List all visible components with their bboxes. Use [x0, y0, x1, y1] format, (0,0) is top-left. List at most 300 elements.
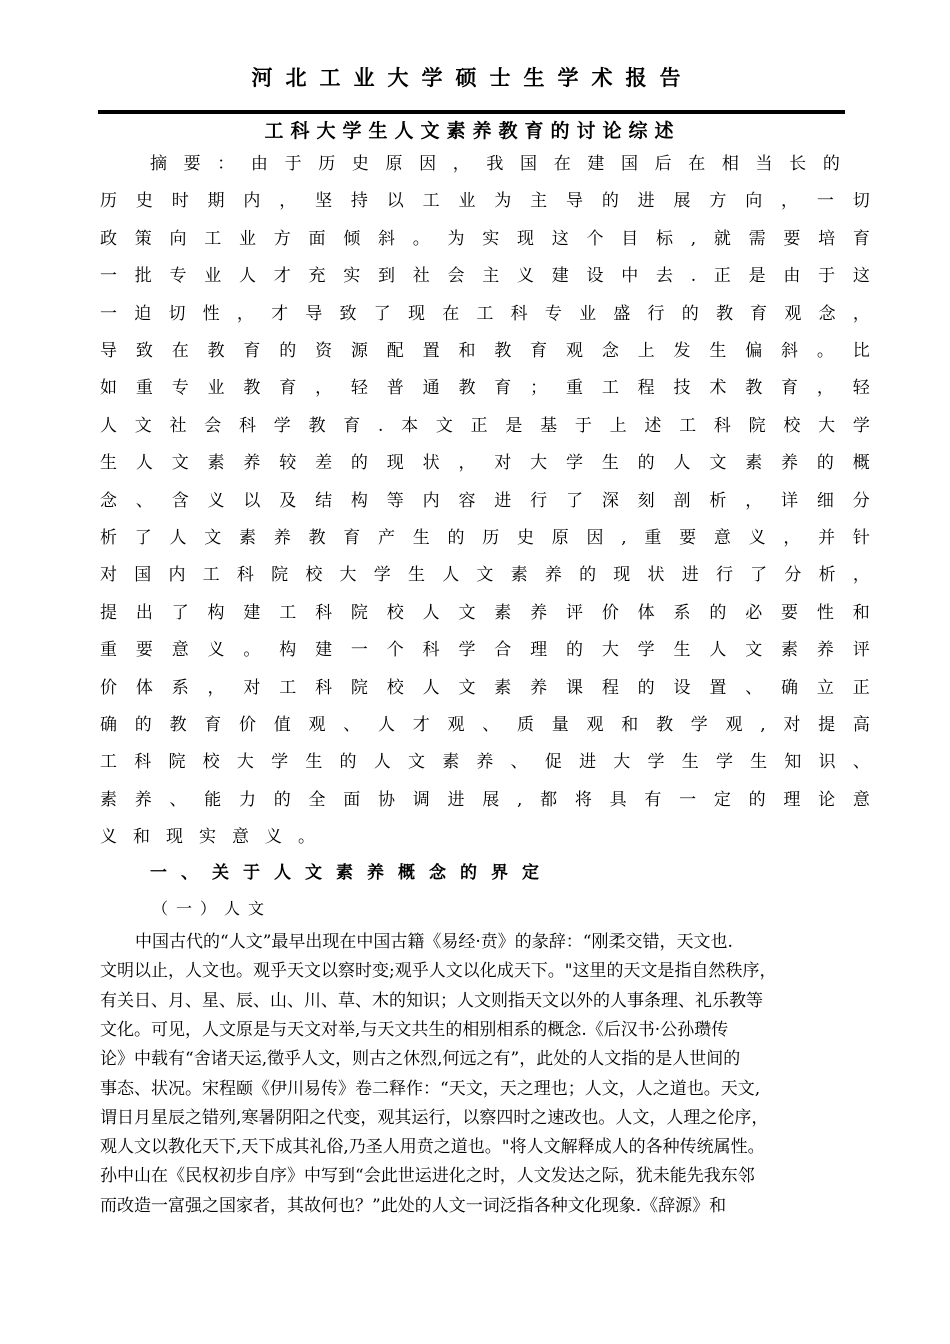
abstract-char: 的 [350, 453, 368, 474]
abstract-char: 进 [681, 565, 699, 586]
abstract-char: ， [452, 154, 470, 174]
abstract-char: 会 [447, 266, 465, 287]
abstract-char: 育 [750, 303, 768, 324]
abstract-char: 评 [852, 640, 870, 661]
abstract-char: 生 [750, 752, 768, 773]
subsection-heading: （一）人文 [152, 899, 273, 918]
abstract-char: 人 [673, 453, 691, 474]
abstract-char: 面 [343, 789, 361, 810]
abstract-char: 育 [781, 378, 799, 399]
abstract-line [100, 523, 870, 553]
abstract-char: 育 [243, 341, 261, 361]
abstract-char: 现 [407, 303, 425, 324]
abstract-char: 素 [494, 602, 512, 623]
abstract-char: 导 [100, 341, 117, 361]
abstract-char: 。 [412, 228, 430, 249]
abstract-char: 了 [750, 565, 768, 586]
abstract-char: 教 [308, 415, 326, 436]
abstract-char: 斜 [378, 228, 395, 249]
abstract-char: ： [217, 154, 235, 174]
abstract-char: 专 [171, 378, 189, 399]
abstract-char: 素 [494, 677, 512, 698]
abstract-char: . [378, 415, 384, 436]
abstract-char: 的 [565, 640, 583, 661]
abstract-char: 针 [852, 528, 870, 548]
abstract-char: 体 [135, 677, 153, 698]
abstract-char: ， [279, 191, 297, 212]
abstract-line [100, 710, 870, 740]
abstract-char: ， [783, 528, 801, 548]
abstract-line [100, 448, 870, 478]
abstract-char: 素 [207, 453, 225, 474]
abstract-char: 价 [100, 677, 117, 698]
body-line: 文明以止，人文也。观乎天文以察时变;观乎人文以化成天下。"这里的天文是指自然秩序， [100, 961, 777, 982]
abstract-char: 进 [494, 490, 512, 511]
abstract-char: 的 [637, 453, 655, 474]
abstract-char: 观 [565, 341, 583, 361]
abstract-char: 义 [100, 827, 117, 848]
abstract-char: ， [781, 191, 799, 212]
abstract-char: 大 [530, 453, 548, 474]
abstract-char: 念 [100, 490, 117, 511]
abstract-char: 生 [681, 752, 699, 773]
abstract-char: 观 [784, 303, 802, 324]
abstract-char: 当 [755, 154, 773, 174]
abstract-char: 等 [386, 490, 404, 511]
abstract-char: ， [852, 303, 870, 324]
abstract-char: 重 [565, 378, 583, 399]
abstract-char: 一 [350, 640, 368, 661]
abstract-char: 育 [343, 415, 361, 436]
abstract-char: 养 [781, 453, 799, 474]
body-line: 文化。可见，人文原是与天文对举,与天文共生的相别相系的概念.《后汉书·公孙瓒传 [100, 1019, 729, 1040]
abstract-char: 的 [816, 453, 834, 474]
abstract-char: 的 [134, 715, 152, 735]
abstract-char: 学 [647, 752, 665, 773]
abstract-char: 持 [350, 191, 368, 212]
abstract-char: 倾 [343, 228, 361, 249]
abstract-char: 斜 [781, 341, 799, 361]
abstract-char: 人 [169, 528, 187, 548]
abstract-char: 校 [202, 752, 220, 773]
abstract-char: 生 [601, 453, 619, 474]
abstract-char: 观 [725, 715, 743, 735]
abstract-char: 去 [656, 266, 673, 287]
abstract-char: 学 [715, 752, 733, 773]
abstract-char: 上 [637, 341, 655, 361]
abstract-char: 是 [505, 415, 523, 436]
abstract-char: 结 [315, 490, 333, 511]
abstract-char: 致 [135, 341, 153, 361]
abstract-char: 人 [373, 752, 391, 773]
abstract-char: 立 [816, 677, 834, 698]
abstract-char: 方 [709, 191, 727, 212]
abstract-char: 方 [273, 228, 291, 249]
abstract-char: 发 [673, 341, 691, 361]
abstract-char: 人 [100, 415, 117, 436]
abstract-char: 院 [748, 415, 766, 436]
abstract-char: 工 [204, 228, 222, 249]
abstract-char: 将 [574, 789, 592, 810]
abstract-char: 学 [271, 752, 289, 773]
abstract-char: 概 [852, 453, 870, 474]
abstract-line [100, 336, 870, 366]
abstract-char: 由 [250, 154, 268, 174]
abstract-char: 促 [544, 752, 562, 773]
abstract-char: 如 [100, 378, 117, 399]
abstract-char: 养 [273, 528, 291, 548]
abstract-char: 育 [204, 715, 222, 735]
abstract-char: 策 [134, 228, 152, 249]
abstract-char: 原 [551, 528, 569, 548]
abstract-char: 比 [852, 341, 870, 361]
abstract-char: 科 [510, 303, 528, 324]
abstract-char: 并 [818, 528, 836, 548]
abstract-char: 个 [386, 640, 404, 661]
abstract-char: 程 [601, 677, 619, 698]
abstract-char: 重 [135, 378, 153, 399]
abstract-char: 轻 [852, 378, 870, 399]
abstract-char: 素 [781, 640, 799, 661]
abstract-char: ， [236, 303, 254, 324]
abstract-char: 本 [401, 415, 419, 436]
abstract-char: 的 [681, 303, 699, 324]
abstract-char: 通 [422, 378, 440, 399]
abstract-char: 构 [207, 602, 225, 623]
abstract-char: 文 [709, 453, 727, 474]
abstract-char: 工 [476, 303, 494, 324]
abstract-char: 评 [565, 602, 583, 623]
abstract-char: 向 [169, 228, 187, 249]
abstract-char: 学 [273, 415, 291, 436]
abstract-char: 我 [486, 154, 504, 174]
abstract-char: 导 [305, 303, 323, 324]
abstract-char: 重 [644, 528, 662, 548]
abstract-char: 国 [520, 154, 538, 174]
abstract-char: 业 [239, 228, 256, 249]
abstract-char: 义 [265, 827, 282, 848]
abstract-char: 提 [100, 602, 117, 623]
body-line: 孙中山在《民权初步自序》中写到“会此世运进化之时，人文发达之际，犹未能先我东邻 [100, 1166, 755, 1187]
abstract-char: 主 [530, 191, 548, 212]
abstract-char: 因 [419, 154, 437, 174]
abstract-char: 充 [308, 266, 326, 287]
abstract-char: 意 [171, 640, 189, 661]
abstract-char: 进 [447, 789, 465, 810]
abstract-char: 人 [709, 640, 727, 661]
abstract-char: 要 [183, 154, 201, 174]
abstract-char: 的 [822, 154, 840, 174]
abstract-char: 含 [171, 490, 189, 511]
abstract-char: 建 [315, 640, 333, 661]
abstract-char: 国 [620, 154, 638, 174]
abstract-char: 现 [613, 565, 631, 586]
abstract-char: 学 [373, 565, 391, 586]
abstract-char: 容 [458, 490, 476, 511]
abstract-char: 和 [852, 602, 870, 623]
abstract-char: 产 [378, 528, 395, 548]
abstract-char: 摘 [150, 154, 167, 174]
abstract-char: 育 [343, 528, 361, 548]
abstract-char: 术 [709, 378, 727, 399]
abstract-char: 为 [447, 228, 465, 249]
abstract-char: 设 [586, 266, 604, 287]
abstract-char: 以 [386, 191, 404, 212]
body-line: 有关日、月、星、辰、山、川、草、木的知识；人文则指天文以外的人事条理、礼乐教等 [100, 990, 763, 1011]
abstract-char: 文 [134, 415, 152, 436]
abstract-char: 史 [517, 528, 534, 548]
abstract-char: 校 [386, 677, 404, 698]
abstract-char: 了 [373, 303, 391, 324]
abstract-char: 这 [551, 228, 569, 249]
abstract-char: 生 [305, 752, 323, 773]
abstract-line [100, 822, 870, 852]
abstract-char: 生 [412, 528, 430, 548]
abstract-char: 历 [482, 528, 500, 548]
abstract-char: 历 [318, 154, 336, 174]
abstract-char: 院 [168, 752, 186, 773]
abstract-char: 人 [422, 602, 440, 623]
abstract-char: 实 [343, 266, 361, 287]
abstract-char: 为 [494, 191, 512, 212]
abstract-char: 了 [134, 528, 152, 548]
abstract-char: 学 [565, 453, 583, 474]
abstract-char: 育 [852, 228, 870, 249]
abstract-char: 较 [279, 453, 297, 474]
abstract-char: 的 [601, 191, 619, 212]
abstract-char: 对 [494, 453, 512, 474]
abstract-char: 的 [339, 752, 357, 773]
abstract-char: , [690, 228, 697, 249]
abstract-char: 构 [279, 640, 297, 661]
abstract-char: 的 [579, 565, 597, 586]
abstract-char: 建 [551, 266, 569, 287]
abstract-char: 一 [100, 266, 117, 287]
abstract-char: 文 [171, 453, 189, 474]
abstract-char: 于 [574, 415, 592, 436]
abstract-char: 体 [637, 602, 655, 623]
abstract-char: 工 [422, 191, 440, 212]
abstract-char: 养 [816, 640, 834, 661]
abstract-char: 了 [565, 490, 583, 511]
abstract-char: 析 [818, 565, 836, 586]
abstract-char: 在 [442, 303, 460, 324]
abstract-char: 社 [412, 266, 430, 287]
abstract-line [100, 186, 870, 216]
abstract-char: 义 [748, 528, 766, 548]
abstract-char: 量 [551, 715, 569, 735]
abstract-char: 念 [601, 341, 619, 361]
abstract-char: 育 [279, 378, 297, 399]
abstract-char: 高 [852, 715, 870, 735]
abstract-char: 、 [135, 490, 153, 511]
abstract-char: 实 [482, 228, 500, 249]
abstract-char: 生 [407, 565, 425, 586]
abstract-char: 、 [510, 752, 528, 773]
abstract-char: 深 [601, 490, 619, 511]
abstract-char: 工 [202, 565, 220, 586]
abstract-char: 进 [579, 752, 597, 773]
abstract-char: 剖 [673, 490, 691, 511]
abstract-char: 性 [202, 303, 220, 324]
abstract-char: 迫 [134, 303, 152, 324]
abstract-char: 普 [386, 378, 404, 399]
abstract-char: 程 [637, 378, 655, 399]
abstract-char: 政 [100, 228, 117, 249]
abstract-char: 在 [688, 154, 706, 174]
abstract-line [100, 411, 870, 441]
abstract-char: 大 [601, 640, 619, 661]
abstract-char: , [621, 528, 627, 548]
abstract-char: 就 [713, 228, 731, 249]
abstract-char: 养 [530, 602, 548, 623]
abstract-char: 大 [818, 415, 836, 436]
abstract-char: 配 [386, 341, 404, 361]
abstract-char: 行 [530, 490, 548, 511]
abstract-char: 的 [637, 677, 655, 698]
abstract-char: 养 [243, 453, 261, 474]
abstract-char: 校 [386, 602, 404, 623]
abstract-char: 要 [783, 228, 801, 249]
abstract-char: 文 [745, 640, 763, 661]
abstract-char: 偏 [745, 341, 763, 361]
abstract-char: 对 [243, 677, 261, 698]
abstract-char: 观 [308, 715, 326, 735]
abstract-char: 析 [100, 528, 117, 548]
abstract-char: 的 [709, 602, 727, 623]
abstract-char: 校 [783, 415, 801, 436]
abstract-char: 教 [494, 341, 512, 361]
abstract-char: 文 [458, 602, 476, 623]
article-title: 工科大学生人文素养教育的讨论综述 [264, 120, 681, 142]
abstract-char: 差 [315, 453, 333, 474]
abstract-char: 教 [458, 378, 476, 399]
abstract-char: 能 [204, 789, 222, 810]
abstract-line [100, 224, 870, 254]
abstract-char: 业 [458, 191, 476, 212]
abstract-char: 因 [586, 528, 604, 548]
abstract-char: 科 [422, 640, 440, 661]
abstract-char: 、 [745, 677, 763, 698]
abstract-char: 必 [745, 602, 763, 623]
abstract-char: 人 [422, 677, 440, 698]
abstract-char: 史 [351, 154, 369, 174]
abstract-char: 内 [422, 490, 440, 511]
abstract-char: 文 [435, 415, 453, 436]
abstract-char: 生 [673, 640, 691, 661]
abstract-char: 的 [273, 789, 291, 810]
abstract-char: 是 [748, 266, 766, 287]
abstract-char: 细 [816, 490, 834, 511]
abstract-char: 义 [517, 266, 534, 287]
abstract-char: 主 [482, 266, 500, 287]
abstract-char: 基 [540, 415, 558, 436]
abstract-char: 工 [100, 752, 117, 773]
abstract-char: 原 [385, 154, 403, 174]
abstract-char: 知 [784, 752, 802, 773]
abstract-char: 生 [709, 341, 727, 361]
abstract-char: 科 [713, 415, 731, 436]
abstract-char: 学 [637, 640, 655, 661]
abstract-char: 养 [544, 565, 562, 586]
abstract-char: 出 [135, 602, 153, 623]
abstract-char: , [517, 789, 523, 810]
abstract-char: 向 [745, 191, 763, 212]
abstract-char: 意 [852, 789, 870, 810]
abstract-char: 、 [169, 789, 187, 810]
abstract-char: ， [852, 565, 870, 586]
abstract-char: 的 [447, 528, 465, 548]
abstract-char: 历 [100, 191, 117, 212]
abstract-char: 批 [134, 266, 152, 287]
abstract-char: 分 [852, 490, 870, 511]
abstract-char: 、 [482, 715, 500, 735]
abstract-char: 性 [816, 602, 834, 623]
abstract-char: 要 [135, 640, 153, 661]
abstract-char: 教 [308, 528, 326, 548]
abstract-char: 标 [656, 228, 673, 249]
abstract-char: 源 [350, 341, 368, 361]
abstract-char: . [690, 266, 697, 287]
abstract-char: 课 [565, 677, 583, 698]
abstract-char: 重 [100, 640, 117, 661]
abstract-char: 确 [100, 715, 117, 735]
abstract-char: 义 [207, 490, 225, 511]
abstract-char: 在 [171, 341, 189, 361]
abstract-char: ， [816, 378, 834, 399]
abstract-char: 行 [715, 565, 733, 586]
abstract-char: 会 [204, 415, 222, 436]
abstract-char: 价 [601, 602, 619, 623]
abstract-char: 全 [308, 789, 326, 810]
abstract-char: 文 [458, 677, 476, 698]
abstract-char: 生 [100, 453, 117, 474]
abstract-char: 详 [781, 490, 799, 511]
abstract-char: 时 [171, 191, 189, 212]
abstract-char: 才 [412, 715, 430, 735]
abstract-char: 人 [442, 565, 460, 586]
abstract-char: 科 [315, 677, 333, 698]
abstract-char: 教 [745, 378, 763, 399]
abstract-char: 教 [656, 715, 673, 735]
abstract-char: 正 [470, 415, 488, 436]
abstract-char: 到 [378, 266, 395, 287]
abstract-char: 、 [343, 715, 361, 735]
abstract-char: 意 [232, 827, 249, 848]
abstract-char: 述 [644, 415, 662, 436]
abstract-char: ， [315, 378, 333, 399]
abstract-char: 价 [239, 715, 256, 735]
abstract-char: 大 [339, 565, 357, 586]
abstract-char: 提 [818, 715, 836, 735]
abstract-char: 院 [350, 677, 368, 698]
abstract-char: 要 [781, 602, 799, 623]
abstract-char: 观 [586, 715, 604, 735]
abstract-char: 学 [458, 640, 476, 661]
body-line: 而改造一富强之国家者，其故何也？”此处的人文一词泛指各种文化现象.《辞源》和 [100, 1195, 727, 1216]
abstract-char: 及 [279, 490, 297, 511]
abstract-char: 系 [171, 677, 189, 698]
abstract-char: 现 [386, 453, 404, 474]
abstract-char: 教 [243, 378, 261, 399]
abstract-char: 大 [236, 752, 254, 773]
abstract-char: 要 [679, 528, 697, 548]
abstract-char: 文 [407, 752, 425, 773]
abstract-char: 学 [690, 715, 708, 735]
abstract-char: 的 [279, 341, 297, 361]
abstract-char: 分 [784, 565, 802, 586]
abstract-char: 养 [530, 677, 548, 698]
